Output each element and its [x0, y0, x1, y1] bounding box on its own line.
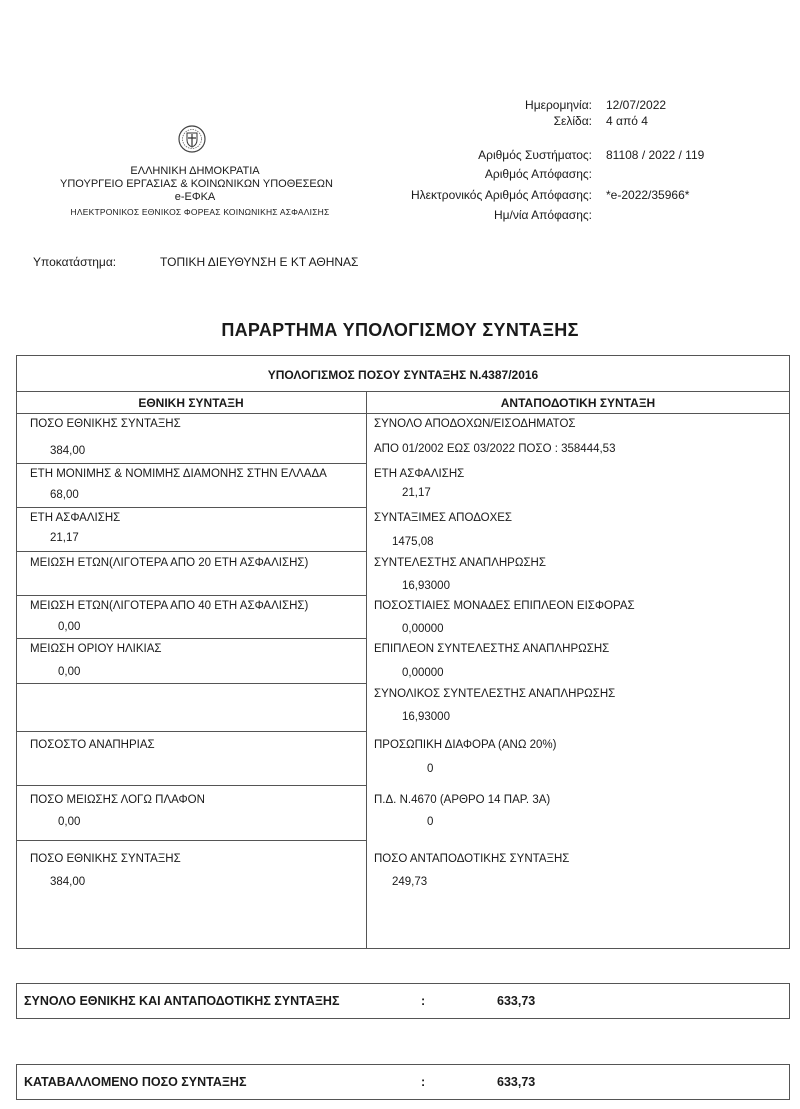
- page-value: 4 από 4: [606, 114, 648, 128]
- left-row-label: ΜΕΙΩΣΗ ΕΤΩΝ(ΛΙΓΟΤΕΡΑ ΑΠΟ 40 ΕΤΗ ΑΣΦΑΛΙΣΗΣ): [30, 600, 309, 612]
- header-divider: [16, 413, 790, 414]
- right-row-value: 249,73: [392, 876, 428, 888]
- agency-short-name: e-ΕΦΚΑ: [174, 191, 216, 203]
- row-divider: [16, 840, 366, 841]
- total-label: ΣΥΝΟΛΟ ΕΘΝΙΚΗΣ ΚΑΙ ΑΝΤΑΠΟΔΟΤΙΚΗΣ ΣΥΝΤΑΞΗΣ: [24, 994, 340, 1008]
- total-colon: :: [421, 994, 426, 1008]
- left-row-value: 0,00: [58, 666, 81, 678]
- system-no-label: Αριθμός Συστήματος:: [478, 148, 592, 162]
- left-row-label: ΕΤΗ ΑΣΦΑΛΙΣΗΣ: [30, 512, 121, 524]
- payable-colon: :: [421, 1075, 426, 1089]
- row-divider: [16, 638, 366, 639]
- right-row-label: ΣΥΝΤΑΞΙΜΕΣ ΑΠΟΔΟΧΕΣ: [374, 512, 513, 524]
- column-divider: [366, 391, 367, 949]
- page-label: Σελίδα:: [553, 114, 592, 128]
- coat-of-arms-icon: [177, 124, 207, 154]
- right-row-label: ΠΡΟΣΩΠΙΚΗ ΔΙΑΦΟΡΑ (ΑΝΩ 20%): [374, 739, 557, 751]
- left-row-value: 21,17: [50, 532, 79, 544]
- contributory-pension-header: ΑΝΤΑΠΟΔΟΤΙΚΗ ΣΥΝΤΑΞΗ: [500, 396, 656, 410]
- right-row-value: 21,17: [402, 487, 431, 499]
- right-row-label: ΠΟΣΟ ΑΝΤΑΠΟΔΟΤΙΚΗΣ ΣΥΝΤΑΞΗΣ: [374, 853, 570, 865]
- date-label: Ημερομηνία:: [525, 98, 592, 112]
- caption-divider: [16, 391, 790, 392]
- right-row-value: 0: [427, 763, 434, 775]
- system-no-value: 81108 / 2022 / 119: [606, 148, 705, 162]
- row-divider: [16, 683, 366, 684]
- left-row-value: 384,00: [50, 876, 86, 888]
- left-row-value: 0,00: [58, 621, 81, 633]
- agency-full-name: ΗΛΕΚΤΡΟΝΙΚΟΣ ΕΘΝΙΚΟΣ ΦΟΡΕΑΣ ΚΟΙΝΩΝΙΚΗΣ ΑΣΦΑΛΙΣΗΣ: [70, 207, 330, 217]
- right-row-label: ΣΥΝΤΕΛΕΣΤΗΣ ΑΝΑΠΛΗΡΩΣΗΣ: [374, 557, 546, 569]
- right-row-label: ΕΠΙΠΛΕΟΝ ΣΥΝΤΕΛΕΣΤΗΣ ΑΝΑΠΛΗΡΩΣΗΣ: [374, 643, 610, 655]
- left-row-value: 68,00: [50, 489, 79, 501]
- payable-value: 633,73: [497, 1075, 536, 1089]
- row-divider: [16, 785, 366, 786]
- right-row-label: ΕΤΗ ΑΣΦΑΛΙΣΗΣ: [374, 468, 465, 480]
- date-value: 12/07/2022: [606, 98, 667, 112]
- row-divider: [16, 595, 366, 596]
- left-row-value: 384,00: [50, 445, 86, 457]
- right-row-label: ΣΥΝΟΛΙΚΟΣ ΣΥΝΤΕΛΕΣΤΗΣ ΑΝΑΠΛΗΡΩΣΗΣ: [374, 688, 616, 700]
- left-row-label: ΠΟΣΟ ΕΘΝΙΚΗΣ ΣΥΝΤΑΞΗΣ: [30, 853, 181, 865]
- right-row-value: ΑΠΟ 01/2002 ΕΩΣ 03/2022 ΠΟΣΟ : 358444,53: [374, 443, 616, 455]
- left-row-label: ΠΟΣΟ ΕΘΝΙΚΗΣ ΣΥΝΤΑΞΗΣ: [30, 418, 181, 430]
- left-row-value: 0,00: [58, 816, 81, 828]
- right-row-value: 16,93000: [402, 580, 450, 592]
- decision-no-label: Αριθμός Απόφασης:: [484, 167, 592, 181]
- branch-value: ΤΟΠΙΚΗ ΔΙΕΥΘΥΝΣΗ Ε ΚΤ ΑΘΗΝΑΣ: [160, 255, 359, 269]
- right-row-value: 0: [427, 816, 434, 828]
- right-row-value: 16,93000: [402, 711, 450, 723]
- right-row-value: 0,00000: [402, 667, 444, 679]
- national-pension-header: ΕΘΝΙΚΗ ΣΥΝΤΑΞΗ: [138, 396, 244, 410]
- right-row-value: 1475,08: [392, 536, 434, 548]
- row-divider: [16, 463, 366, 464]
- branch-label: Υποκατάστημα:: [33, 255, 117, 269]
- right-row-label: Π.Δ. Ν.4670 (ΑΡΘΡΟ 14 ΠΑΡ. 3Α): [374, 794, 551, 806]
- left-row-label: ΜΕΙΩΣΗ ΟΡΙΟΥ ΗΛΙΚΙΑΣ: [30, 643, 162, 655]
- right-row-label: ΠΟΣΟΣΤΙΑΙΕΣ ΜΟΝΑΔΕΣ ΕΠΙΠΛΕΟΝ ΕΙΣΦΟΡΑΣ: [374, 600, 635, 612]
- ministry-name: ΥΠΟΥΡΓΕΙΟ ΕΡΓΑΣΙΑΣ & ΚΟΙΝΩΝΙΚΩΝ ΥΠΟΘΕΣΕΩΝ: [60, 178, 333, 190]
- right-row-label: ΣΥΝΟΛΟ ΑΠΟΔΟΧΩΝ/ΕΙΣΟΔΗΜΑΤΟΣ: [374, 418, 576, 430]
- left-row-label: ΜΕΙΩΣΗ ΕΤΩΝ(ΛΙΓΟΤΕΡΑ ΑΠΟ 20 ΕΤΗ ΑΣΦΑΛΙΣΗΣ): [30, 557, 309, 569]
- page-title: ΠΑΡΑΡΤΗΜΑ ΥΠΟΛΟΓΙΣΜΟΥ ΣΥΝΤΑΞΗΣ: [221, 320, 579, 340]
- right-row-value: 0,00000: [402, 623, 444, 635]
- left-row-label: ΠΟΣΟ ΜΕΙΩΣΗΣ ΛΟΓΩ ΠΛΑΦΟΝ: [30, 794, 205, 806]
- row-divider: [16, 507, 366, 508]
- e-decision-value: *e-2022/35966*: [606, 188, 690, 202]
- payable-label: ΚΑΤΑΒΑΛΛΟΜΕΝΟ ΠΟΣΟ ΣΥΝΤΑΞΗΣ: [24, 1075, 247, 1089]
- left-row-label: ΠΟΣΟΣΤΟ ΑΝΑΠΗΡΙΑΣ: [30, 739, 155, 751]
- org-name: ΕΛΛΗΝΙΚΗ ΔΗΜΟΚΡΑΤΙΑ: [130, 165, 260, 177]
- decision-date-label: Ημ/νία Απόφασης:: [493, 208, 592, 222]
- e-decision-label: Ηλεκτρονικός Αριθμός Απόφασης:: [411, 188, 592, 202]
- left-row-label: ΕΤΗ ΜΟΝΙΜΗΣ & ΝΟΜΙΜΗΣ ΔΙΑΜΟΝΗΣ ΣΤΗΝ ΕΛΛΑΔΑ: [30, 468, 327, 480]
- table-caption: ΥΠΟΛΟΓΙΣΜΟΣ ΠΟΣΟΥ ΣΥΝΤΑΞΗΣ Ν.4387/2016: [267, 368, 539, 382]
- row-divider: [16, 551, 366, 552]
- row-divider: [16, 731, 366, 732]
- total-value: 633,73: [497, 994, 536, 1008]
